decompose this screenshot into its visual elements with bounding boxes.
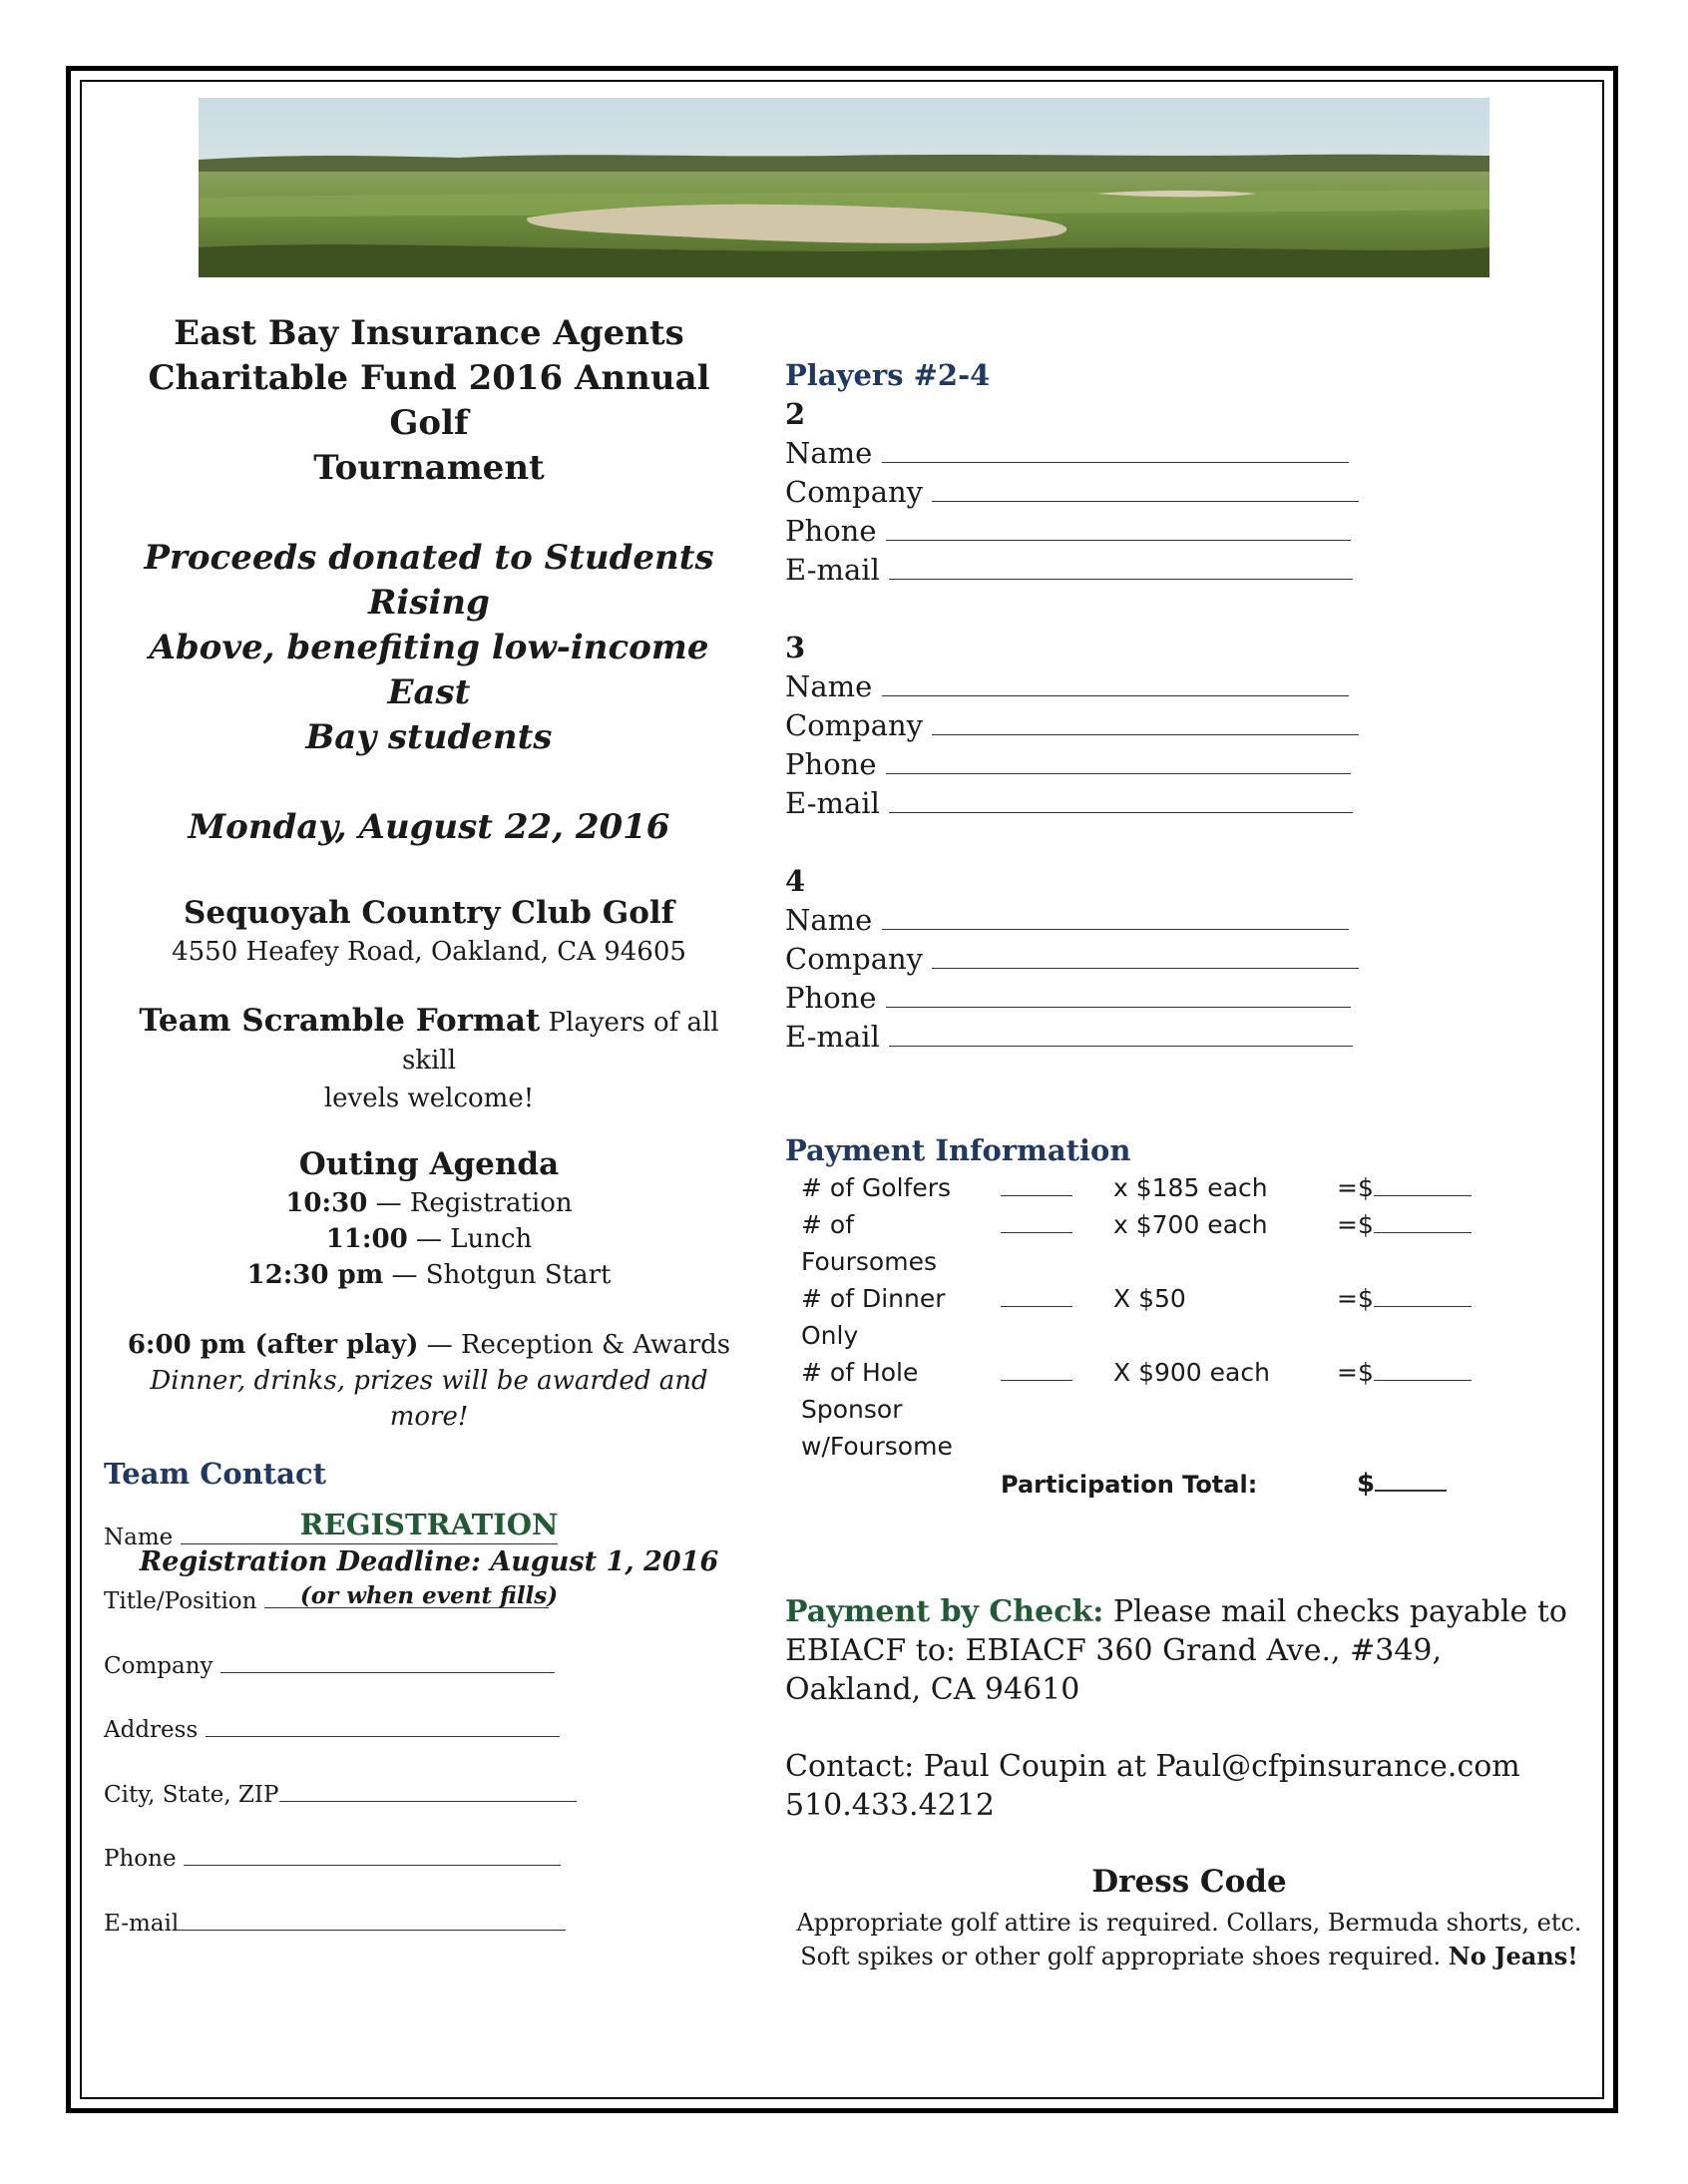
registration-heading: REGISTRATION <box>299 1508 559 1541</box>
dinner-note: Dinner, drinks, prizes will be awarded and more! <box>150 1366 708 1432</box>
team-phone-field[interactable]: Phone <box>104 1846 561 1872</box>
quantity-blank[interactable] <box>1001 1280 1072 1317</box>
player-company-field[interactable]: Company <box>785 940 1583 979</box>
proceeds-statement: Proceeds donated to Students Rising Above, benefiting low-income East Bay students <box>144 538 714 757</box>
payment-by-check: Payment by Check: Please mail checks payable to EBIACF to: EBIACF 360 Grand Ave., #349, Oakland, CA 94610 <box>785 1594 1567 1707</box>
team-city-state-zip-field[interactable]: City, State, ZIP <box>104 1782 577 1808</box>
player-phone-field[interactable]: Phone <box>785 979 1583 1018</box>
team-contact-heading: Team Contact <box>104 1457 327 1491</box>
quantity-blank[interactable] <box>1001 1169 1072 1206</box>
event-details-column <box>110 311 748 1612</box>
format-description: Team Scramble Format Players of all skill levels welcome! <box>139 1003 719 1113</box>
player-block <box>785 629 1583 823</box>
contact-info: Contact: Paul Coupin at Paul@cfpinsurance.com 510.433.4212 <box>785 1747 1573 1825</box>
player-block <box>785 395 1583 590</box>
venue-address: 4550 Heafey Road, Oakland, CA 94605 <box>172 937 686 967</box>
player-name-field[interactable]: Name <box>785 434 1583 473</box>
participation-total-blank[interactable]: $ <box>1357 1469 1447 1499</box>
player-phone-field[interactable]: Phone <box>785 745 1583 784</box>
player-number: 4 <box>785 864 806 898</box>
event-title: East Bay Insurance Agents Charitable Fund 2016 Annual Golf Tournament <box>148 313 710 488</box>
contact-phone: 510.433.4212 <box>785 1788 995 1823</box>
team-name-field[interactable]: Name <box>104 1525 558 1550</box>
amount-blank[interactable]: =$ <box>1337 1206 1472 1243</box>
player-number: 3 <box>785 631 806 664</box>
team-title-field[interactable]: Title/Position <box>104 1588 549 1614</box>
player-block <box>785 862 1583 1057</box>
amount-blank[interactable]: =$ <box>1337 1169 1472 1206</box>
player-company-field[interactable]: Company <box>785 706 1583 745</box>
registration-note: (or when event fills) <box>299 1582 559 1609</box>
venue-name: Sequoyah Country Club Golf <box>183 895 675 931</box>
payment-heading: Payment Information <box>785 1133 1131 1167</box>
agenda-heading: Outing Agenda <box>298 1146 560 1182</box>
agenda-item: 10:30 — Registration <box>285 1188 573 1218</box>
dress-code-heading: Dress Code <box>1091 1864 1287 1900</box>
team-company-field[interactable]: Company <box>104 1653 555 1679</box>
amount-blank[interactable]: =$ <box>1337 1280 1472 1317</box>
event-date: Monday, August 22, 2016 <box>188 807 670 847</box>
player-number: 2 <box>785 397 806 431</box>
player-company-field[interactable]: Company <box>785 473 1583 512</box>
players-section <box>785 355 1583 1095</box>
registration-deadline: Registration Deadline: August 1, 2016 <box>139 1546 719 1577</box>
player-email-field[interactable]: E-mail <box>785 1018 1583 1057</box>
quantity-blank[interactable] <box>1001 1206 1072 1243</box>
player-email-field[interactable]: E-mail <box>785 784 1583 823</box>
quantity-blank[interactable] <box>1001 1354 1072 1391</box>
player-email-field[interactable]: E-mail <box>785 551 1583 590</box>
golf-course-banner-image <box>199 98 1489 277</box>
agenda-item: 12:30 pm — Shotgun Start <box>246 1260 612 1290</box>
amount-blank[interactable]: =$ <box>1337 1354 1472 1391</box>
team-address-field[interactable]: Address <box>104 1717 560 1743</box>
participation-total-label: Participation Total: <box>1001 1471 1258 1499</box>
player-phone-field[interactable]: Phone <box>785 512 1583 551</box>
player-name-field[interactable]: Name <box>785 667 1583 706</box>
dress-code-text: Appropriate golf attire is required. Collars, Bermuda shorts, etc. Soft spikes or other golf appropriate shoes required. No Jeans! <box>796 1909 1582 1970</box>
agenda-item: 11:00 — Lunch <box>325 1224 533 1254</box>
players-heading: Players #2-4 <box>785 358 991 392</box>
reception-line: 6:00 pm (after play) — Reception & Awards <box>127 1330 731 1360</box>
team-email-field[interactable]: E-mail <box>104 1911 566 1937</box>
player-name-field[interactable]: Name <box>785 901 1583 940</box>
